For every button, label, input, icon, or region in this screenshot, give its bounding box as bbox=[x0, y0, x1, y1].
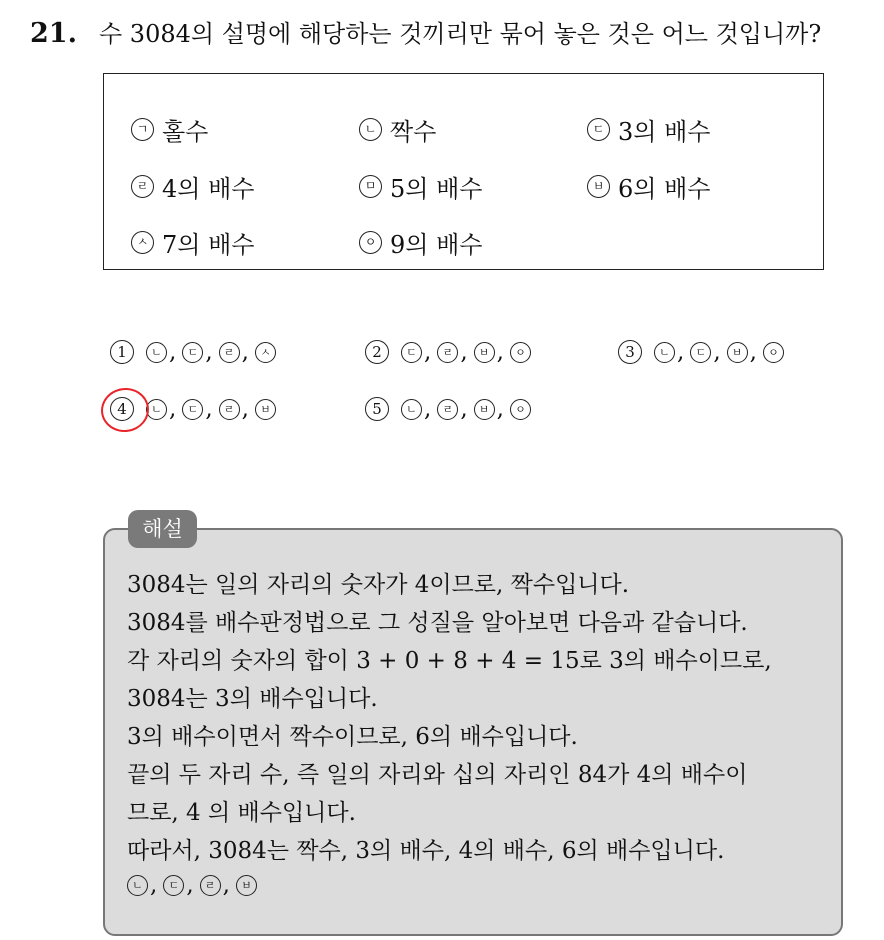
answer-option-1[interactable]: 1 ㄴ , ㄷ , ㄹ , ㅅ bbox=[110, 339, 278, 365]
statement-mark: ㄷ bbox=[587, 118, 610, 141]
answer-number: 4 bbox=[110, 397, 134, 421]
answer-mark: ㅇ bbox=[763, 342, 784, 363]
explanation-line: 3의 배수이면서 짝수이므로, 6의 배수입니다. bbox=[127, 724, 578, 750]
question-text: 수 3084의 설명에 해당하는 것끼리만 묶어 놓은 것은 어느 것입니까? bbox=[98, 20, 822, 48]
answer-mark: ㄷ bbox=[182, 342, 203, 363]
answer-option-2[interactable]: 2 ㄷ , ㄹ , ㅂ , ㅇ bbox=[365, 339, 533, 365]
statement-item bbox=[131, 225, 254, 260]
answer-mark: ㅇ bbox=[510, 342, 531, 363]
answer-option-4[interactable]: 4 ㄴ , ㄷ , ㄹ , ㅂ bbox=[110, 396, 278, 422]
statement-text: 3의 배수 bbox=[618, 118, 711, 146]
statement-item bbox=[131, 112, 208, 147]
explanation-line: 므로, 4 의 배수입니다. bbox=[127, 800, 356, 826]
statement-text: 5의 배수 bbox=[390, 175, 483, 203]
answer-mark: ㅅ bbox=[255, 342, 276, 363]
answer-number: 1 bbox=[110, 340, 134, 364]
answer-mark: ㄷ bbox=[163, 875, 184, 896]
explanation-line: 3084는 일의 자리의 숫자가 4이므로, 짝수입니다. bbox=[127, 572, 630, 598]
statement-mark: ㄴ bbox=[359, 118, 382, 141]
answer-mark: ㄷ bbox=[401, 342, 422, 363]
explanation-line: 3084를 배수판정법으로 그 성질을 알아보면 다음과 같습니다. bbox=[127, 610, 748, 636]
answer-number: 5 bbox=[365, 397, 389, 421]
answer-mark: ㄴ bbox=[401, 399, 422, 420]
answer-option-5[interactable]: 5 ㄴ , ㄹ , ㅂ , ㅇ bbox=[365, 396, 533, 422]
answer-option-3[interactable]: 3 ㄴ , ㄷ , ㅂ , ㅇ bbox=[618, 339, 786, 365]
explanation-line: 3084는 3의 배수입니다. bbox=[127, 686, 378, 712]
statement-text: 짝수 bbox=[390, 118, 437, 146]
statement-text: 4의 배수 bbox=[162, 175, 255, 203]
statement-mark: ㄹ bbox=[131, 175, 154, 198]
statement-mark: ㅅ bbox=[131, 231, 154, 254]
statement-item bbox=[131, 169, 254, 204]
question-number: 21. bbox=[30, 18, 77, 49]
statement-item bbox=[587, 169, 710, 204]
answer-number: 2 bbox=[365, 340, 389, 364]
statement-item bbox=[587, 112, 710, 147]
answer-mark: ㄹ bbox=[219, 399, 240, 420]
answer-mark: ㄹ bbox=[200, 875, 221, 896]
answer-mark: ㅂ bbox=[474, 399, 495, 420]
statement-mark: ㅂ bbox=[587, 175, 610, 198]
explanation-final-answer: ㄴ , ㄷ , ㄹ , ㅂ bbox=[127, 872, 259, 898]
statement-item bbox=[359, 169, 482, 204]
answer-mark: ㄷ bbox=[690, 342, 711, 363]
answer-mark: ㄹ bbox=[219, 342, 240, 363]
answer-mark: ㅂ bbox=[474, 342, 495, 363]
statement-mark: ㄱ bbox=[131, 118, 154, 141]
answer-mark: ㅇ bbox=[510, 399, 531, 420]
explanation-line: 끝의 두 자리 수, 즉 일의 자리와 십의 자리인 84가 4의 배수이 bbox=[127, 762, 748, 788]
explanation-tag: 해설 bbox=[128, 510, 197, 548]
answer-mark: ㄴ bbox=[146, 342, 167, 363]
statement-item bbox=[359, 225, 482, 260]
statement-text: 9의 배수 bbox=[390, 231, 483, 259]
answer-mark: ㅂ bbox=[255, 399, 276, 420]
statement-item bbox=[359, 112, 436, 147]
statement-text: 7의 배수 bbox=[162, 231, 255, 259]
explanation-line: 각 자리의 숫자의 합이 3 + 0 + 8 + 4 = 15로 3의 배수이므로, bbox=[127, 648, 772, 674]
statement-text: 홀수 bbox=[162, 118, 209, 146]
question bbox=[30, 14, 821, 49]
answer-mark: ㄹ bbox=[437, 342, 458, 363]
selected-answer-mark bbox=[98, 385, 152, 435]
answer-number: 3 bbox=[618, 340, 642, 364]
statement-text: 6의 배수 bbox=[618, 175, 711, 203]
answer-mark: ㄷ bbox=[182, 399, 203, 420]
answer-mark: ㅂ bbox=[727, 342, 748, 363]
explanation-line: 따라서, 3084는 짝수, 3의 배수, 4의 배수, 6의 배수입니다. bbox=[127, 838, 725, 864]
answer-mark: ㅂ bbox=[236, 875, 257, 896]
statement-mark: ㅇ bbox=[359, 231, 382, 254]
statement-mark: ㅁ bbox=[359, 175, 382, 198]
answer-mark: ㄴ bbox=[127, 875, 148, 896]
answer-mark: ㄴ bbox=[654, 342, 675, 363]
answer-mark: ㄴ bbox=[146, 399, 167, 420]
answer-mark: ㄹ bbox=[437, 399, 458, 420]
